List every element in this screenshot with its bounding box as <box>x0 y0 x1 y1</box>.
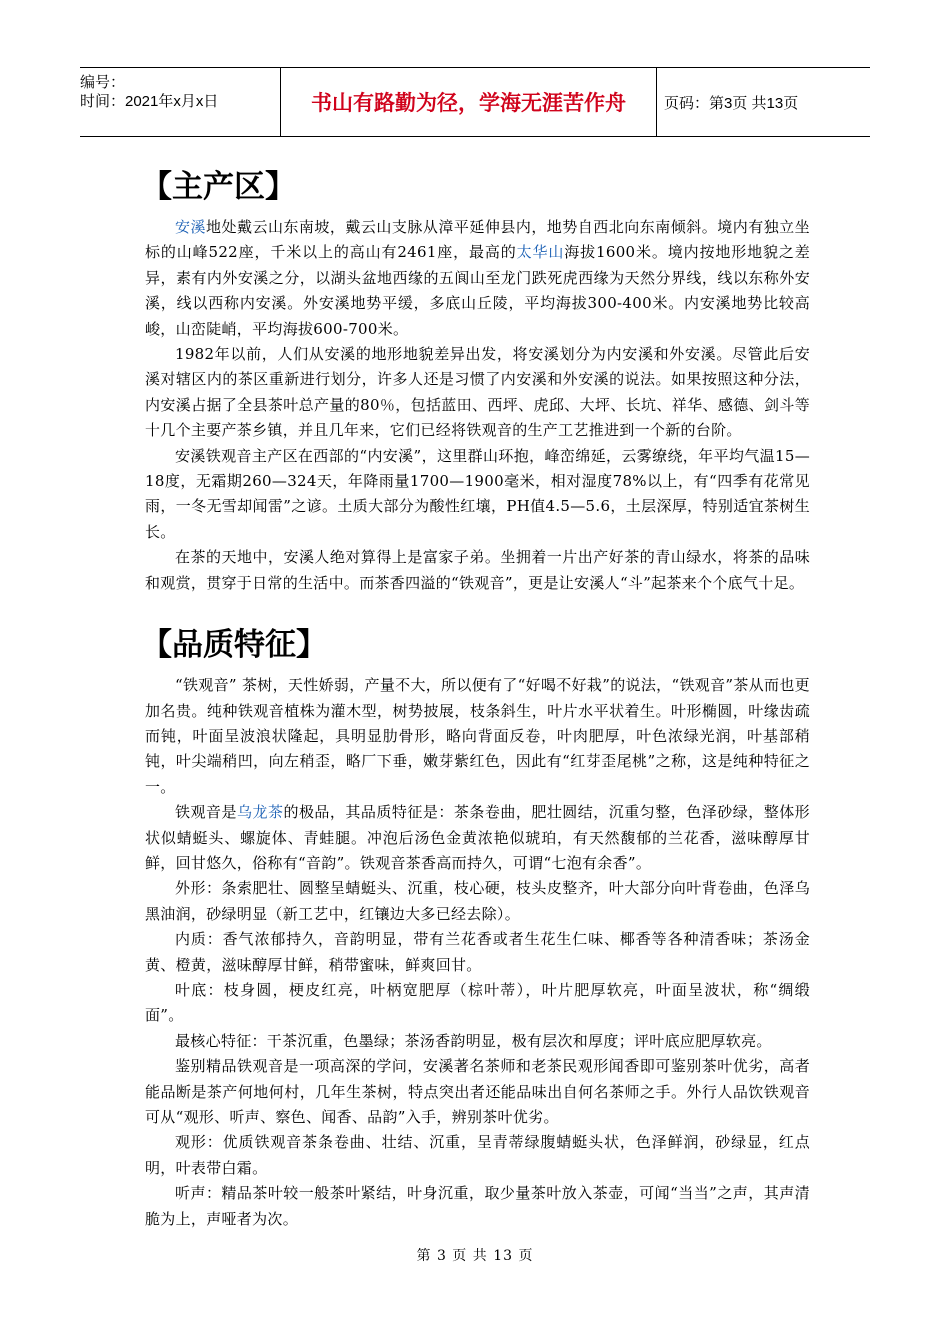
paragraph-text: 海拔1600米。境内按地形地貌之差异，素有内外安溪之分，以湖头盆地西缘的五阆山至龙门跌死虎西缘为天然分界线，线以东称外安溪，线以西称内安溪。外安溪地势平缓，多底山丘陵，平均海拔300-400米。内安溪地势比较高峻，山峦陡峭，平均海拔600-700米。 <box>145 243 810 338</box>
paragraph: 1982年以前，人们从安溪的地形地貌差异出发，将安溪划分为内安溪和外安溪。尽管此后安溪对辖区内的茶区重新进行划分，许多人还是习惯了内安溪和外安溪的说法。如果按照这种分法，内安溪占据了全县茶叶总产量的80％，包括蓝田、西坪、虎邱、大坪、长坑、祥华、感德、剑斗等十几个主要产茶乡镇，并且几年来，它们已经将铁观音的生产工艺推进到一个新的台阶。 <box>145 345 810 440</box>
link-oolong-tea[interactable]: 乌龙茶 <box>236 803 284 822</box>
document-date: 时间：2021年x月x日 <box>80 93 219 110</box>
paragraph: 鉴别精品铁观音是一项高深的学问，安溪著名茶师和老茶民观形闻香即可鉴别茶叶优劣，高者能品断是茶产何地何村，几年生茶树，特点突出者还能品味出自何名茶师之手。外行人品饮铁观音可从“观形、听声、察色、闻香、品韵”入手，辨别茶叶优劣。 <box>145 1057 810 1126</box>
paragraph: 听声：精品茶叶较一般茶叶紧结，叶身沉重，取少量茶叶放入茶壶，可闻“当当”之声，其声清脆为上，声哑者为次。 <box>145 1184 810 1228</box>
header-motto: 书山有路勤为径，学海无涯苦作舟 <box>280 68 657 136</box>
paragraph: 最核心特征：干茶沉重，色墨绿；茶汤香韵明显，极有层次和厚度；评叶底应肥厚软亮。 <box>175 1031 772 1050</box>
document-body <box>141 160 810 1232</box>
paragraph-text: 地处戴云山东南坡，戴云山支脉从漳平延伸县内，地势自西北向东南倾斜。境内有独立坐标的山峰522座，千米以上的高山有2461座，最高的 <box>145 218 810 262</box>
link-taihua-mountain[interactable]: 太华山 <box>516 243 565 262</box>
document-number-label: 编号： <box>80 74 126 91</box>
section-title-quality-features: 【品质特征】 <box>141 627 327 664</box>
paragraph: 内质：香气浓郁持久，音韵明显，带有兰花香或者生花生仁味、椰香等各种清香味；茶汤金黄、橙黄，滋味醇厚甘鲜，稍带蜜味，鲜爽回甘。 <box>145 930 810 974</box>
paragraph <box>145 215 810 342</box>
header-page-info: 页码：第3页 共13页 <box>664 94 799 112</box>
paragraph: 安溪铁观音主产区在西部的“内安溪”，这里群山环抱，峰峦绵延，云雾缭绕，年平均气温15—18度，无霜期260—324天，年降雨量1700—1900毫米，相对湿度78%以上，有“四季有花常见雨，一冬无雪却闻雷”之谚。土质大部分为酸性红壤，PH值4.5—5.6，土层深厚，特别适宜茶树生长。 <box>145 446 810 541</box>
page-footer: 第 3 页 共 13 页 <box>416 1248 534 1264</box>
paragraph: 叶底：枝身圆，梗皮红亮，叶柄宽肥厚（棕叶蒂），叶片肥厚软亮，叶面呈波状，称“绸缎面”。 <box>145 980 810 1025</box>
header-meta <box>80 68 280 141</box>
link-anxi[interactable]: 安溪 <box>175 218 206 236</box>
paragraph: “铁观音” 茶树，天性娇弱，产量不大，所以便有了“好喝不好栽”的说法，“铁观音”茶从而也更加名贵。纯种铁观音植株为灌木型，树势披展，枝条斜生，叶片水平状着生。叶形椭圆，叶缘齿疏而钝，叶面呈波浪状隆起，具明显肋骨形，略向背面反卷，叶肉肥厚，叶色浓绿光润，叶基部稍钝，叶尖端稍凹，向左稍歪，略厂下垂，嫩芽紫红色，因此有“红芽歪尾桃”之称，这是纯种特征之一。 <box>145 676 810 796</box>
paragraph-text: 铁观音是 <box>175 803 237 822</box>
paragraph: 在茶的天地中，安溪人绝对算得上是富家子弟。坐拥着一片出产好茶的青山绿水，将茶的品味和观赏，贯穿于日常的生活中。而茶香四溢的“铁观音”，更是让安溪人“斗”起茶来个个底气十足。 <box>145 548 810 592</box>
section-title-production-area: 【主产区】 <box>141 169 296 205</box>
page-header <box>80 67 870 137</box>
paragraph <box>145 800 810 876</box>
section-spacer <box>145 596 810 618</box>
paragraph: 观形：优质铁观音茶条卷曲、壮结、沉重，呈青蒂绿腹蜻蜓头状，色泽鲜润，砂绿显，红点明，叶表带白霜。 <box>145 1133 810 1177</box>
paragraph-text: 的极品，其品质特征是：茶条卷曲，肥壮圆结，沉重匀整，色泽砂绿，整体形状似蜻蜓头、螺旋体、青蛙腿。冲泡后汤色金黄浓艳似琥珀，有天然馥郁的兰花香，滋味醇厚甘鲜，回甘悠久，俗称有“音韵”。铁观音茶香高而持久，可谓“七泡有余香”。 <box>145 803 810 872</box>
paragraph: 外形：条索肥壮、圆整呈蜻蜓头、沉重，枝心硬，枝头皮整齐，叶大部分向叶背卷曲，色泽乌黑油润，砂绿明显（新工艺中，红镶边大多已经去除）。 <box>145 879 810 923</box>
